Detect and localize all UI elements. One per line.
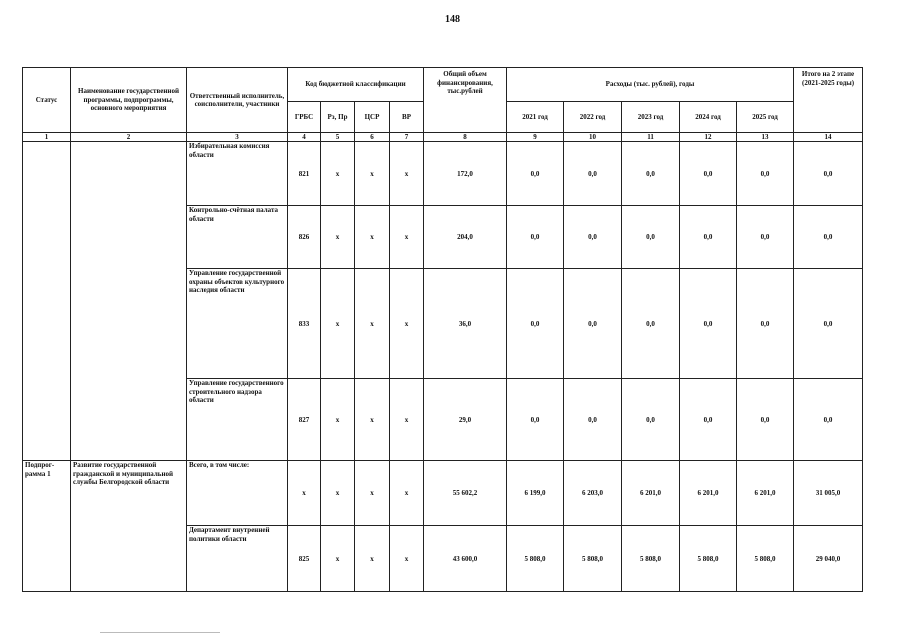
total-cell: 36,0 [424, 269, 507, 379]
bottom-divider [100, 632, 220, 633]
y2025-cell: 0,0 [737, 269, 794, 379]
csr-cell: х [355, 526, 390, 592]
header-rz-pr: Рз, Пр [321, 102, 355, 133]
column-number: 8 [424, 133, 507, 142]
executor-cell: Управление государственного строительного надзора области [187, 379, 288, 461]
table-row [23, 461, 863, 526]
csr-cell: х [355, 206, 390, 269]
executor-cell: Контрольно-счётная палата области [187, 206, 288, 269]
column-number: 10 [564, 133, 622, 142]
header-vr: ВР [390, 102, 424, 133]
header-executor: Ответственный исполнитель, соисполнители, участники [187, 68, 288, 133]
stage-total-cell: 0,0 [794, 269, 863, 379]
y2022-cell: 0,0 [564, 142, 622, 206]
header-csr: ЦСР [355, 102, 390, 133]
header-2023: 2023 год [622, 102, 680, 133]
y2021-cell: 0,0 [507, 142, 564, 206]
y2023-cell: 5 808,0 [622, 526, 680, 592]
y2022-cell: 0,0 [564, 269, 622, 379]
grbs-cell: х [288, 461, 321, 526]
csr-cell: х [355, 142, 390, 206]
rz-pr-cell: х [321, 526, 355, 592]
stage-total-cell: 29 040,0 [794, 526, 863, 592]
y2024-cell: 6 201,0 [680, 461, 737, 526]
column-number-row [23, 133, 863, 142]
y2024-cell: 0,0 [680, 269, 737, 379]
rz-pr-cell: х [321, 461, 355, 526]
csr-cell: х [355, 379, 390, 461]
y2025-cell: 6 201,0 [737, 461, 794, 526]
executor-cell: Всего, в том числе: [187, 461, 288, 526]
column-number: 2 [71, 133, 187, 142]
column-number: 6 [355, 133, 390, 142]
y2023-cell: 0,0 [622, 269, 680, 379]
rz-pr-cell: х [321, 379, 355, 461]
y2024-cell: 0,0 [680, 206, 737, 269]
grbs-cell: 833 [288, 269, 321, 379]
total-cell: 29,0 [424, 379, 507, 461]
header-total-stage: Итого на 2 этапе (2021-2025 годы) [794, 68, 863, 133]
grbs-cell: 827 [288, 379, 321, 461]
rz-pr-cell: х [321, 269, 355, 379]
csr-cell: х [355, 461, 390, 526]
column-number: 14 [794, 133, 863, 142]
y2025-cell: 0,0 [737, 379, 794, 461]
total-cell: 172,0 [424, 142, 507, 206]
y2021-cell: 5 808,0 [507, 526, 564, 592]
y2023-cell: 0,0 [622, 379, 680, 461]
y2022-cell: 0,0 [564, 379, 622, 461]
y2023-cell: 0,0 [622, 142, 680, 206]
grbs-cell: 821 [288, 142, 321, 206]
header-2025: 2025 год [737, 102, 794, 133]
column-number: 1 [23, 133, 71, 142]
y2021-cell: 6 199,0 [507, 461, 564, 526]
column-number: 7 [390, 133, 424, 142]
stage-total-cell: 0,0 [794, 142, 863, 206]
stage-total-cell: 0,0 [794, 379, 863, 461]
column-number: 11 [622, 133, 680, 142]
y2022-cell: 0,0 [564, 206, 622, 269]
y2025-cell: 5 808,0 [737, 526, 794, 592]
y2022-cell: 6 203,0 [564, 461, 622, 526]
header-status: Статус [23, 68, 71, 133]
executor-cell: Управление государственной охраны объектов культурного наследия области [187, 269, 288, 379]
budget-table [22, 67, 863, 592]
vr-cell: х [390, 142, 424, 206]
program-name-cell: Развитие государственной гражданской и муниципальной службы Белгородской области [71, 461, 187, 592]
y2025-cell: 0,0 [737, 206, 794, 269]
page-number: 148 [445, 14, 460, 25]
y2024-cell: 0,0 [680, 142, 737, 206]
total-cell: 204,0 [424, 206, 507, 269]
vr-cell: х [390, 526, 424, 592]
header-2024: 2024 год [680, 102, 737, 133]
table-row [23, 142, 863, 206]
grbs-cell: 825 [288, 526, 321, 592]
column-number: 4 [288, 133, 321, 142]
y2022-cell: 5 808,0 [564, 526, 622, 592]
total-cell: 55 602,2 [424, 461, 507, 526]
y2023-cell: 0,0 [622, 206, 680, 269]
executor-cell: Департамент внутренней политики области [187, 526, 288, 592]
rz-pr-cell: х [321, 142, 355, 206]
rz-pr-cell: х [321, 206, 355, 269]
program-name-cell [71, 142, 187, 461]
vr-cell: х [390, 269, 424, 379]
stage-total-cell: 0,0 [794, 206, 863, 269]
y2021-cell: 0,0 [507, 269, 564, 379]
status-cell: Подпрог-рамма 1 [23, 461, 71, 592]
column-number: 5 [321, 133, 355, 142]
y2021-cell: 0,0 [507, 379, 564, 461]
grbs-cell: 826 [288, 206, 321, 269]
header-budget-code: Код бюджетной классификации [288, 68, 424, 102]
csr-cell: х [355, 269, 390, 379]
header-grbs: ГРБС [288, 102, 321, 133]
vr-cell: х [390, 461, 424, 526]
header-2022: 2022 год [564, 102, 622, 133]
header-row-1 [23, 68, 863, 102]
y2021-cell: 0,0 [507, 206, 564, 269]
y2023-cell: 6 201,0 [622, 461, 680, 526]
y2024-cell: 0,0 [680, 379, 737, 461]
header-expenses: Расходы (тыс. рублей), годы [507, 68, 794, 102]
header-total-volume: Общий объем финансирования, тыс.рублей [424, 68, 507, 133]
executor-cell: Избирательная комиссия области [187, 142, 288, 206]
column-number: 13 [737, 133, 794, 142]
status-cell [23, 142, 71, 461]
vr-cell: х [390, 379, 424, 461]
y2024-cell: 5 808,0 [680, 526, 737, 592]
column-number: 3 [187, 133, 288, 142]
y2025-cell: 0,0 [737, 142, 794, 206]
column-number: 9 [507, 133, 564, 142]
header-name: Наименование государственной программы, подпрограммы, основного мероприятия [71, 68, 187, 133]
header-2021: 2021 год [507, 102, 564, 133]
total-cell: 43 600,0 [424, 526, 507, 592]
vr-cell: х [390, 206, 424, 269]
stage-total-cell: 31 005,0 [794, 461, 863, 526]
column-number: 12 [680, 133, 737, 142]
